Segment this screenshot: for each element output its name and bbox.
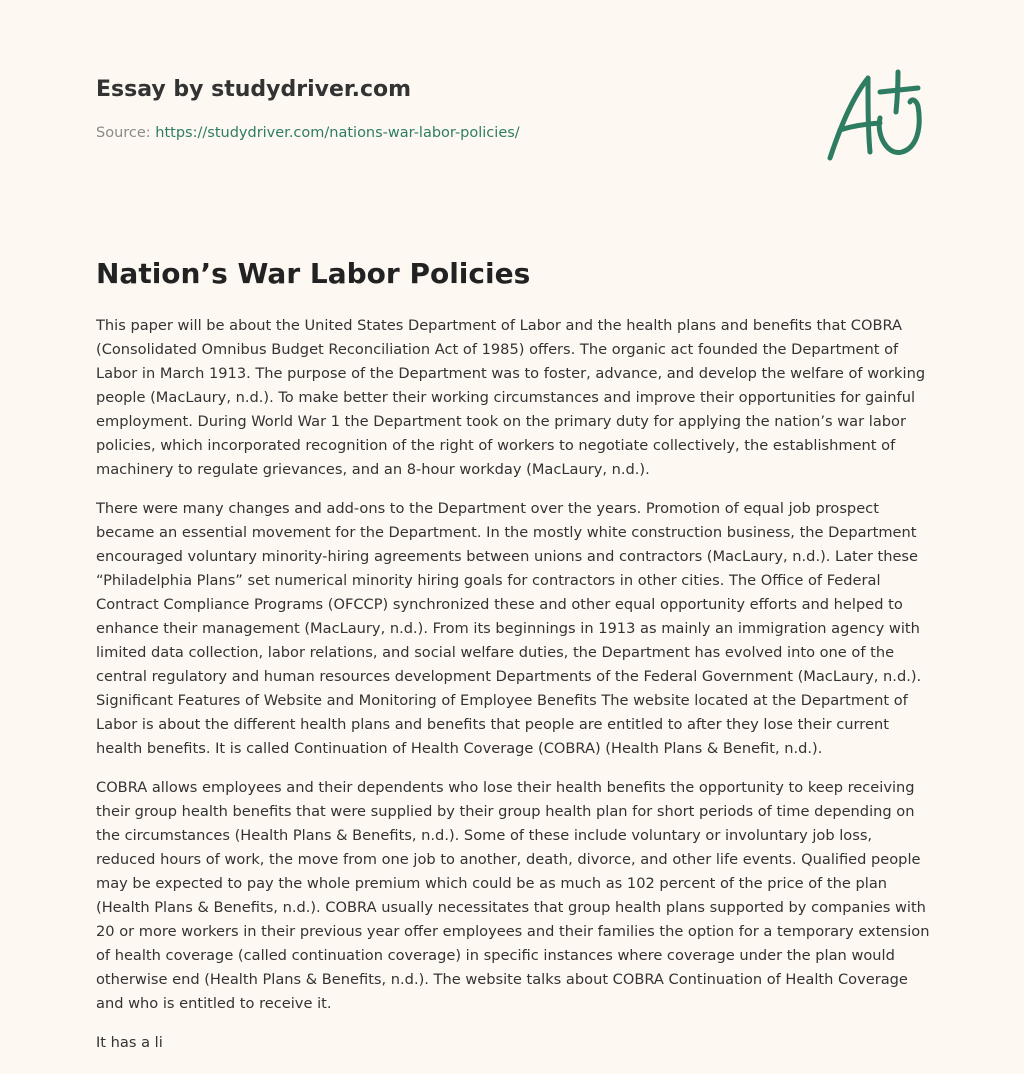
article-body xyxy=(96,314,930,1070)
paragraph: This paper will be about the United States Department of Labor and the health plans and benefits that COBRA (Consolidated Omnibus Budget Reconciliation Act of 1985) offers. The organic act founded the Department of Labor in March 1913. The purpose of the Department was to foster, advance, and develop the welfare of working people (MacLaury, n.d.). To make better their working circumstances and improve their opportunities for gainful employment. During World War 1 the Department took on the primary duty for applying the nation’s war labor policies, which incorporated recognition of the right of workers to negotiate collectively, the establishment of machinery to regulate grievances, and an 8-hour workday (MacLaury, n.d.). xyxy=(96,317,926,478)
paragraph: It has a li xyxy=(96,1034,163,1051)
brand-title: Essay by studydriver.com xyxy=(96,77,412,102)
article-title: Nation’s War Labor Policies xyxy=(96,257,531,290)
a-plus-grade-icon xyxy=(818,66,930,166)
source-label: Source: xyxy=(96,125,156,141)
paragraph: COBRA allows employees and their dependents who lose their health benefits the opportunity to keep receiving their group health benefits that were supplied by their group health plan for short periods of time depending on the circumstances (Health Plans & Benefits, n.d.). Some of these include voluntary or involuntary job loss, reduced hours of work, the move from one job to another, death, divorce, and other life events. Qualified people may be expected to pay the whole premium which could be as much as 102 percent of the price of the plan (Health Plans & Benefits, n.d.). COBRA usually necessitates that group health plans supported by companies with 20 or more workers in their previous year offer employees and their families the option for a temporary extension of health coverage (called continuation coverage) in specific instances where coverage under the plan would otherwise end (Health Plans & Benefits, n.d.). The website talks about COBRA Continuation of Health Coverage and who is entitled to receive it. xyxy=(96,779,930,1012)
source-line xyxy=(96,123,736,143)
header xyxy=(96,74,736,143)
source-link[interactable]: https://studydriver.com/nations-war-labor-policies/ xyxy=(155,125,520,141)
paragraph: There were many changes and add-ons to the Department over the years. Promotion of equal job prospect became an essential movement for the Department. In the mostly white construction business, the Department encouraged voluntary minority-hiring agreements between unions and contractors (MacLaury, n.d.). Later these “Philadelphia Plans” set numerical minority hiring goals for contractors in other cities. The Office of Federal Contract Compliance Programs (OFCCP) synchronized these and other equal opportunity efforts and helped to enhance their management (MacLaury, n.d.). From its beginnings in 1913 as mainly an immigration agency with limited data collection, labor relations, and social welfare duties, the Department has evolved into one of the central regulatory and human resources development Departments of the Federal Government (MacLaury, n.d.). Significant Features of Website and Monitoring of Employee Benefits The website located at the Department of Labor is about the different health plans and benefits that people are entitled to after they lose their current health benefits. It is called Continuation of Health Coverage (COBRA) (Health Plans & Benefit, n.d.). xyxy=(96,500,922,757)
